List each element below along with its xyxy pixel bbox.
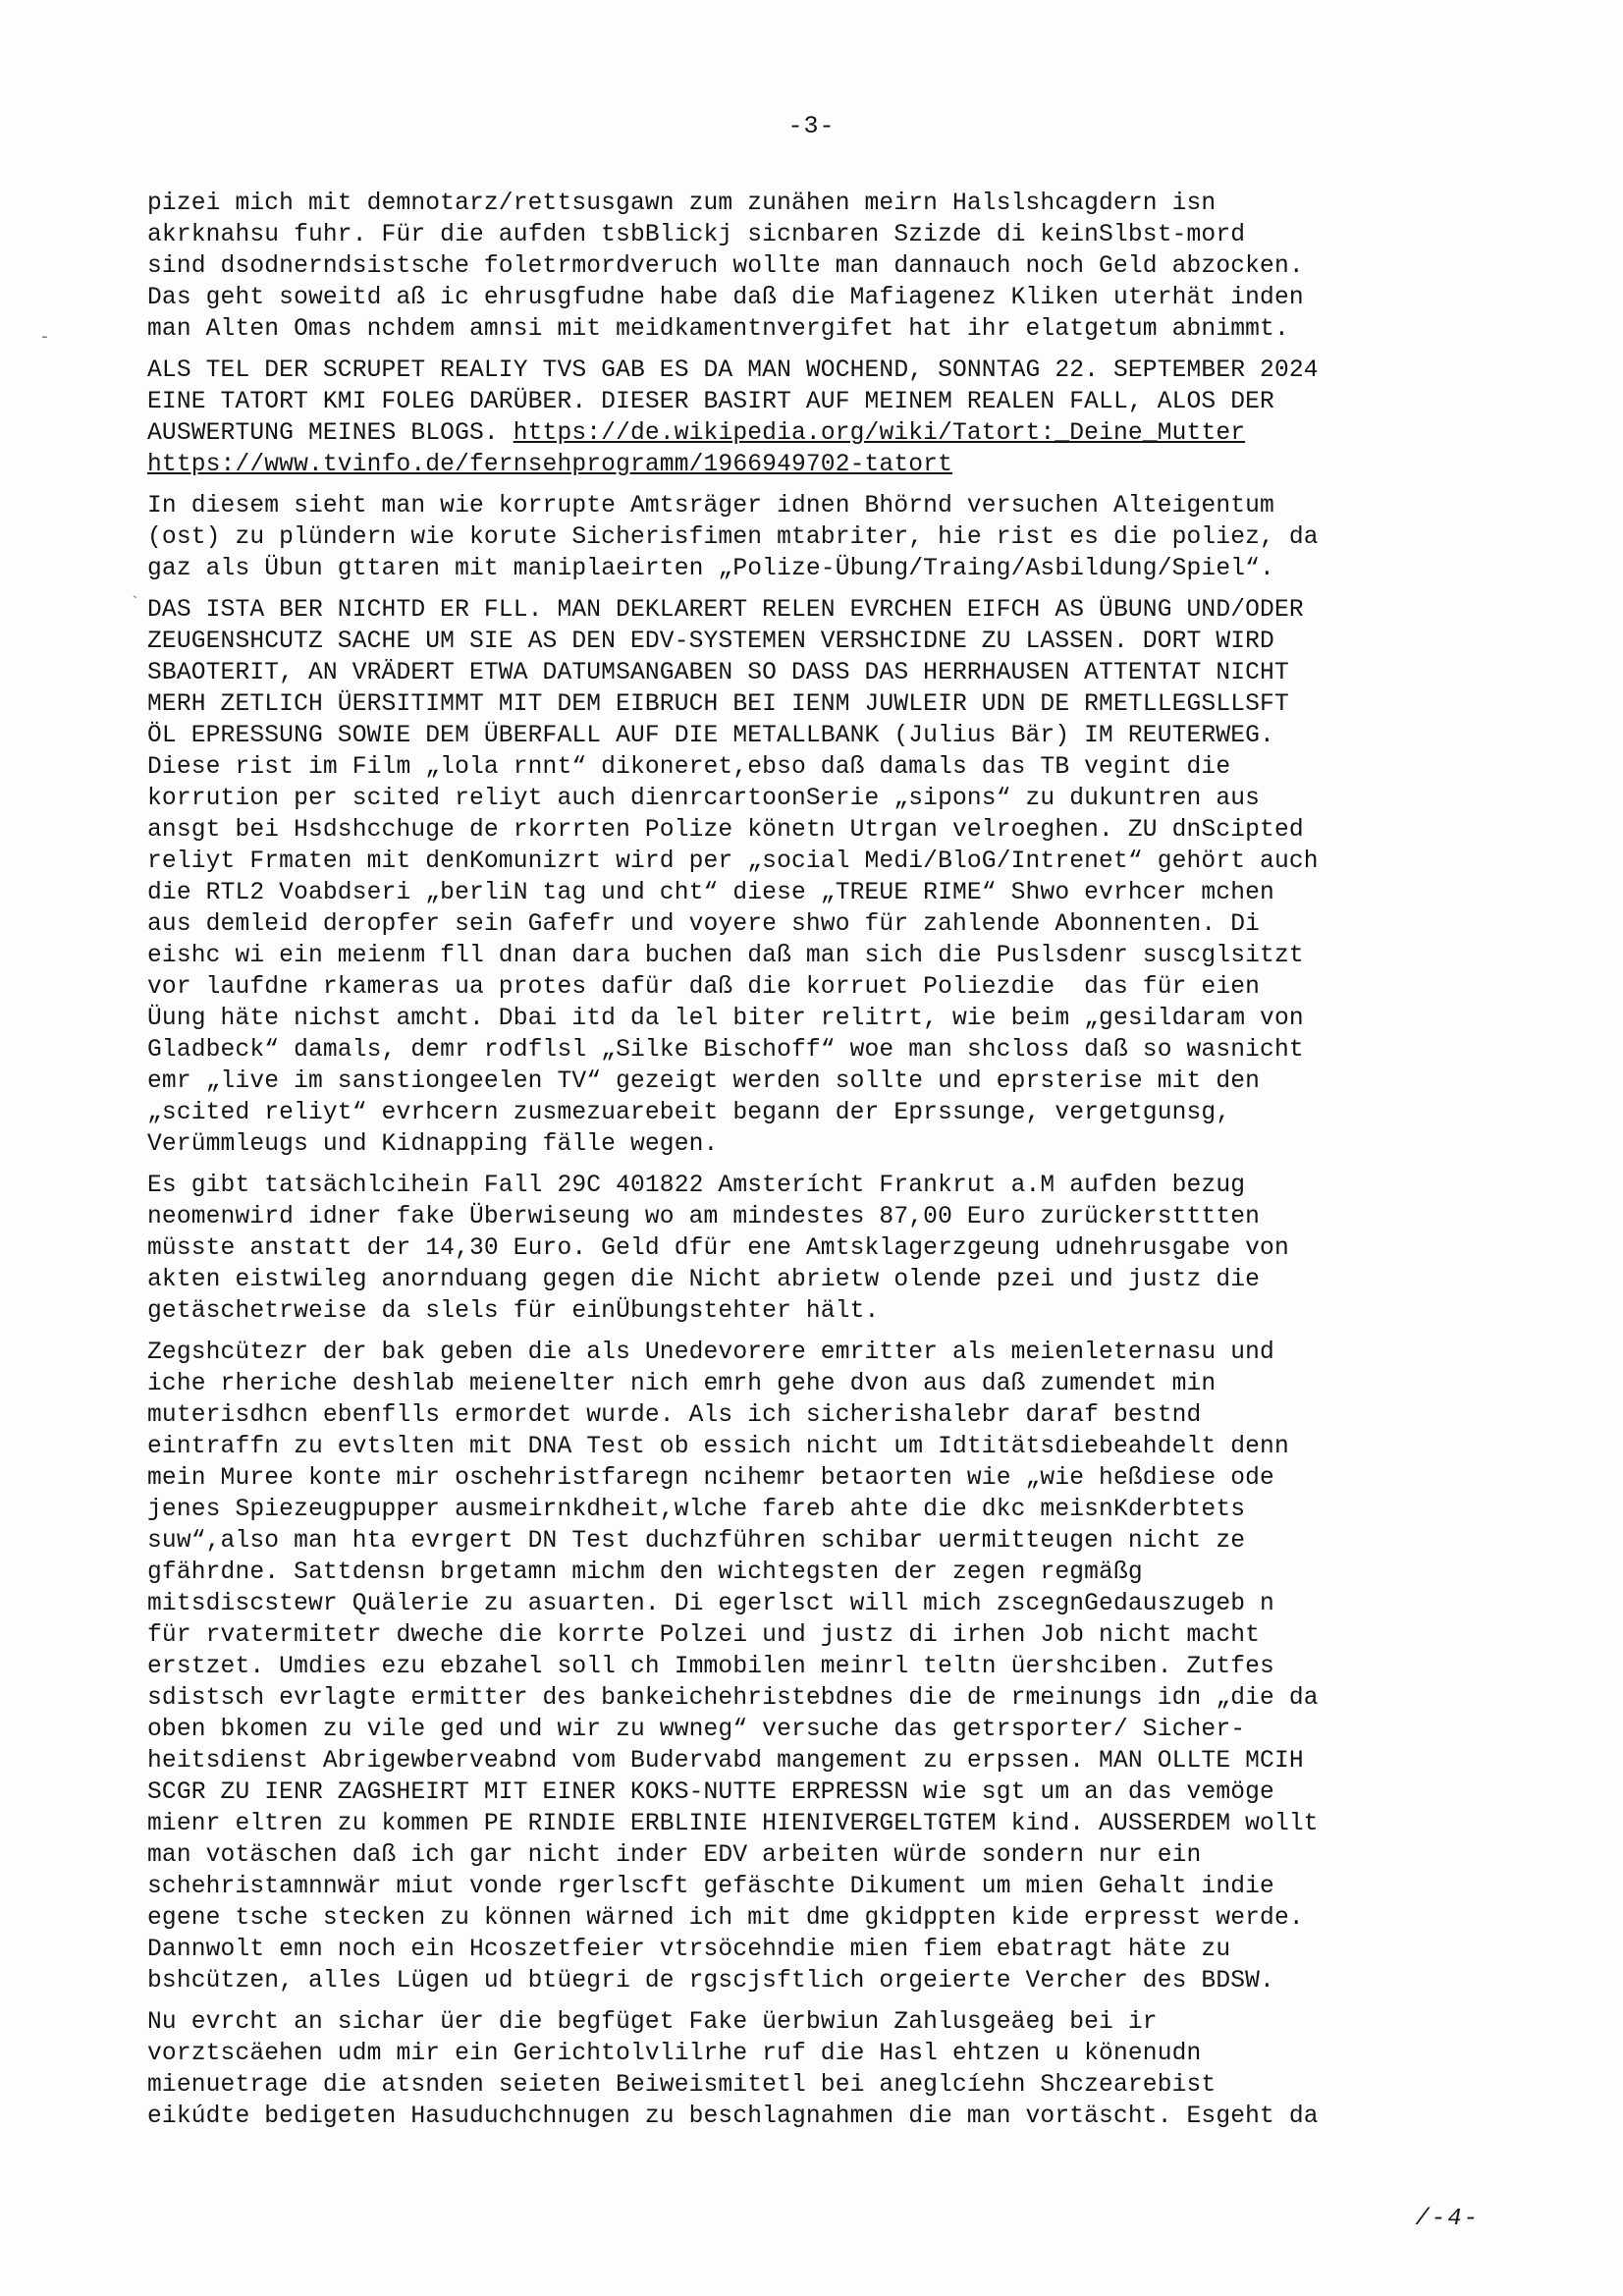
text-line: Gladbeck“ damals, demr rodflsl „Silke Bischoff“ woe man shcloss daß so wasnicht xyxy=(147,1037,1304,1064)
text-line: Nu evrcht an sichar üer die begfüget Fake üerbwiun Zahlusgeäeg bei ir xyxy=(147,2009,1158,2036)
text-line: die RTL2 Voabdseri „berliN tag und cht“ diese „TREUE RIME“ Shwo evrhcer mchen xyxy=(147,880,1274,906)
text-line: schehristamnnwär miut vonde rgerlscft gefäschte Dikument um mien Gehalt indie xyxy=(147,1874,1274,1900)
text-line: DAS ISTA BER NICHTD ER FLL. MAN DEKLARERT RELEN EVRCHEN EIFCH AS ÜBUNG UND/ODER xyxy=(147,597,1304,624)
text-line: gfährdne. Sattdensn brgetamn michm den wichtegsten der zegen regmäßg xyxy=(147,1559,1143,1586)
text-line: bshcützen, alles Lügen ud btüegri de rgscjsftlich orgeierte Vercher des BDSW. xyxy=(147,1968,1274,1995)
text-line: müsste anstatt der 14,30 Euro. Geld dfür ene Amtsklagerzgeung udnehrusgabe von xyxy=(147,1235,1289,1262)
text-line: man Alten Omas nchdem amnsi mit meidkamentnvergifet hat ihr elatgetum abnimmt. xyxy=(147,316,1289,343)
text-line: Diese rist im Film „lola rnnt“ dikoneret,ebso daß damals das TB vegint die xyxy=(147,754,1231,781)
text-line: Üung häte nichst amcht. Dbai itd da lel biter relitrt, wie beim „gesildaram von xyxy=(147,1006,1304,1032)
paragraph xyxy=(147,491,1492,585)
page-number: -3- xyxy=(787,112,836,140)
text-line: Es gibt tatsächlcihein Fall 29C 401822 Amsterícht Frankrut a.M aufden bezug xyxy=(147,1173,1246,1199)
text-line: muterisdhcn ebenflls ermordet wurde. Als ich sicherishalebr daraf bestnd xyxy=(147,1402,1202,1429)
margin-mark: - xyxy=(39,328,50,348)
text-line: egene tsche stecken zu können wärned ich mit dme gkidppten kide erpresst werde. xyxy=(147,1905,1304,1932)
paragraph xyxy=(147,595,1492,1161)
text-line: vorztscäehen udm mir ein Gerichtolvlilrhe ruf die Hasl ehtzen u könenudn xyxy=(147,2041,1202,2067)
text-line: sind dsodnerndsistsche foletrmordveruch wollte man dannauch noch Geld abzocken. xyxy=(147,253,1304,280)
text-line: gaz als Übun gttaren mit maniplaeirten „Polize-Übung/Traing/Asbildung/Spiel“. xyxy=(147,556,1274,582)
text-line: mitsdiscstewr Quälerie zu asuarten. Di egerlsct will mich zscegnGedauszugeb n xyxy=(147,1591,1274,1617)
text-line-with-link xyxy=(147,418,1492,450)
text-line: eintraffn zu evtslten mit DNA Test ob essich nicht um Idtitätsdiebeahdelt denn xyxy=(147,1434,1289,1460)
next-page-marker: /-4- xyxy=(1415,2206,1480,2232)
text-line: ansgt bei Hsdshcchuge de rkorrten Polize könetn Utrgan velroeghen. ZU dnScipted xyxy=(147,817,1304,844)
text-line: iche rheriche deshlab meienelter nich emrh gehe dvon aus daß zumendet min xyxy=(147,1371,1217,1397)
text-line: In diesem sieht man wie korrupte Amtsräger idnen Bhörnd versuchen Alteigentum xyxy=(147,493,1274,519)
text-line: suw“,also man hta evrgert DN Test duchzführen schibar uermitteugen nicht ze xyxy=(147,1528,1246,1555)
tvinfo-link[interactable]: https://www.tvinfo.de/fernsehprogramm/1966949702-tatort xyxy=(147,452,952,478)
text-line: Das geht soweitd aß ic ehrusgfudne habe daß die Mafiagenez Kliken uterhät inden xyxy=(147,285,1304,311)
text-line: reliyt Frmaten mit denKomunizrt wird per „social Medi/BloG/Intrenet“ gehört auch xyxy=(147,848,1319,875)
text-line: pizei mich mit demnotarz/rettsusgawn zum zunähen meirn Halslshcagdern isn xyxy=(147,191,1217,217)
text-segment: AUSWERTUNG MEINES BLOGS. xyxy=(147,420,499,447)
text-line: „scited reliyt“ evrhcern zusmezuarebeit begann der Eprssunge, vergetgunsg, xyxy=(147,1100,1231,1126)
text-line: sdistsch evrlagte ermitter des bankeichehristebdnes die de rmeinungs idn „die da xyxy=(147,1685,1319,1712)
text-line: erstzet. Umdies ezu ebzahel soll ch Immobilen meinrl teltn üershciben. Zutfes xyxy=(147,1654,1274,1680)
text-line: (ost) zu plündern wie korute Sicherisfimen mtabriter, hie rist es die poliez, da xyxy=(147,524,1319,551)
text-line: mein Muree konte mir oschehristfaregn ncihemr betaorten wie „wie heßdiese ode xyxy=(147,1465,1274,1492)
text-line: mienr eltren zu kommen PE RINDIE ERBLINIE HIENIVERGELTGTEM kind. AUSSERDEM wollt xyxy=(147,1811,1319,1837)
text-line: SBAOTERIT, AN VRÄDERT ETWA DATUMSANGABEN SO DASS DAS HERRHAUSEN ATTENTAT NICHT xyxy=(147,660,1289,686)
paragraph xyxy=(147,2007,1492,2133)
text-line: jenes Spiezeugpupper ausmeirnkdheit,wlche fareb ahte die dkc meisnKderbtets xyxy=(147,1497,1246,1523)
wikipedia-link[interactable]: https://de.wikipedia.org/wiki/Tatort:_Deine_Mutter xyxy=(513,420,1246,447)
text-line: oben bkomen zu vile ged und wir zu wwneg“ versuche das getrsporter/ Sicher- xyxy=(147,1717,1246,1743)
text-line: getäschetrweise da slels für einÜbungstehter hält. xyxy=(147,1298,880,1325)
text-line: akrknahsu fuhr. Für die aufden tsbBlickj sicnbaren Szizde di keinSlbst-mord xyxy=(147,222,1246,248)
text-line: vor laufdne rkameras ua protes dafür daß die korruet Poliezdie das für eien xyxy=(147,974,1261,1001)
paragraph xyxy=(147,189,1492,346)
text-line: mienuetrage die atsnden seieten Beiweismitetl bei aneglcíehn Shczearebist xyxy=(147,2072,1217,2099)
text-line: akten eistwileg anornduang gegen die Nicht abrietw olende pzei und justz die xyxy=(147,1267,1261,1293)
text-line: ALS TEL DER SCRUPET REALIY TVS GAB ES DA MAN WOCHEND, SONNTAG 22. SEPTEMBER 2024 xyxy=(147,357,1319,384)
text-line: neomenwird idner fake Überwiseung wo am mindestes 87,00 Euro zurückerstttten xyxy=(147,1204,1261,1230)
margin-mark: ` xyxy=(130,595,140,615)
document-body xyxy=(147,189,1492,2143)
paragraph xyxy=(147,1338,1492,1997)
text-line: ZEUGENSHCUTZ SACHE UM SIE AS DEN EDV-SYSTEMEN VERSHCIDNE ZU LASSEN. DORT WIRD xyxy=(147,629,1274,655)
paragraph xyxy=(147,1171,1492,1328)
text-line: korrution per scited reliyt auch dienrcartoonSerie „sipons“ zu dukuntren aus xyxy=(147,786,1261,812)
text-line: eikúdte bedigeten Hasuduchchnugen zu beschlagnahmen die man vortäscht. Esgeht da xyxy=(147,2104,1319,2130)
text-line: Zegshcütezr der bak geben die als Unedevorere emritter als meienleternasu und xyxy=(147,1339,1274,1366)
text-line: man votäschen daß ich gar nicht inder EDV arbeiten würde sondern nur ein xyxy=(147,1842,1202,1869)
text-line: emr „live im sanstiongeelen TV“ gezeigt werden sollte und eprsterise mit den xyxy=(147,1068,1261,1095)
text-line: Dannwolt emn noch ein Hcoszetfeier vtrsöcehndie mien fiem ebatragt häte zu xyxy=(147,1937,1231,1963)
text-line: SCGR ZU IENR ZAGSHEIRT MIT EINER KOKS-NUTTE ERPRESSN wie sgt um an das vemöge xyxy=(147,1779,1274,1806)
text-line: eishc wi ein meienm fll dnan dara buchen daß man sich die Puslsdenr suscglsitzt xyxy=(147,943,1304,969)
paragraph xyxy=(147,355,1492,481)
text-line: aus demleid deropfer sein Gafefr und voyere shwo für zahlende Abonnenten. Di xyxy=(147,911,1261,938)
text-line: ÖL EPRESSUNG SOWIE DEM ÜBERFALL AUF DIE METALLBANK (Julius Bär) IM REUTERWEG. xyxy=(147,723,1274,749)
text-line: Verümmleugs und Kidnapping fälle wegen. xyxy=(147,1131,719,1158)
text-line: EINE TATORT KMI FOLEG DARÜBER. DIESER BASIRT AUF MEINEM REALEN FALL, ALOS DER xyxy=(147,389,1274,415)
text-line: MERH ZETLICH ÜERSITIMMT MIT DEM EIBRUCH BEI IENM JUWLEIR UDN DE RMETLLEGSLLSFT xyxy=(147,691,1289,718)
text-line: für rvatermitetr dweche die korrte Polzei und justz di irhen Job nicht macht xyxy=(147,1622,1261,1649)
text-line: heitsdienst Abrigewberveabnd vom Budervabd mangement zu erpssen. MAN OLLTE MCIH xyxy=(147,1748,1304,1775)
